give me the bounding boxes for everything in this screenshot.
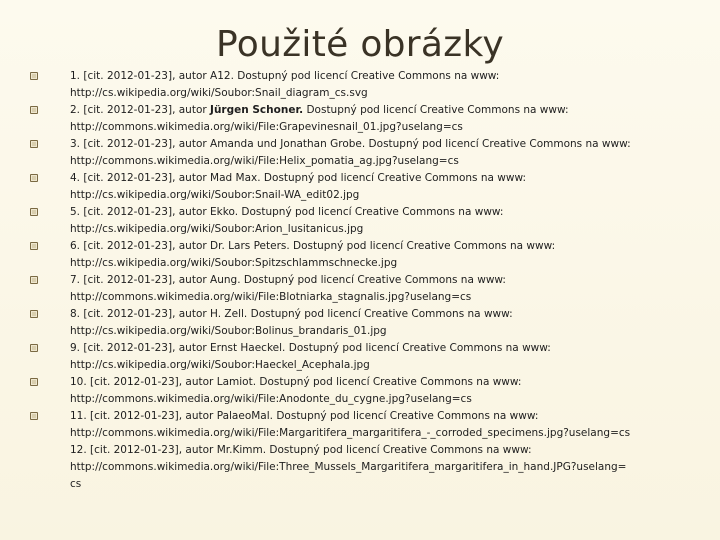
reference-item: [26, 68, 694, 102]
reference-citation-line: [70, 408, 694, 425]
reference-license-text: Dostupný pod licencí Creative Commons na www:: [289, 240, 556, 252]
reference-item: [26, 374, 694, 408]
square-bullet-icon: [30, 378, 38, 386]
reference-citation-line: [70, 442, 694, 459]
square-bullet-icon: [30, 344, 38, 352]
reference-author: Lamiot.: [216, 376, 257, 388]
reference-author: Ekko.: [210, 206, 239, 218]
reference-url[interactable]: http://commons.wikimedia.org/wiki/File:Margaritifera_margaritifera_-_corroded_specimens.jpg?uselang=cs: [70, 427, 631, 439]
reference-number: 4.: [70, 172, 81, 184]
reference-item: [26, 170, 694, 204]
reference-cited-date: [cit. 2012-01-23], autor: [83, 70, 207, 82]
square-bullet-icon: [30, 242, 38, 250]
reference-url[interactable]: http://cs.wikipedia.org/wiki/Soubor:Haeckel_Acephala.jpg: [70, 359, 370, 371]
reference-number: 1.: [70, 70, 81, 82]
reference-cited-date: [cit. 2012-01-23], autor: [90, 444, 214, 456]
square-bullet-icon: [30, 106, 38, 114]
reference-license-text: Dostupný pod licencí Creative Commons na www:: [365, 138, 631, 150]
reference-url[interactable]: http://cs.wikipedia.org/wiki/Soubor:Arion_lusitanicus.jpg: [70, 223, 364, 235]
square-bullet-icon: [30, 174, 38, 182]
reference-author: Aung.: [210, 274, 241, 286]
reference-author: A12.: [210, 70, 234, 82]
reference-number: 2.: [70, 104, 81, 116]
reference-item: [26, 442, 694, 493]
reference-license-text: Dostupný pod licencí Creative Commons na www:: [256, 376, 522, 388]
reference-url[interactable]: http://cs.wikipedia.org/wiki/Soubor:Snail-WA_edit02.jpg: [70, 189, 360, 201]
reference-url[interactable]: http://cs.wikipedia.org/wiki/Soubor:Bolinus_brandaris_01.jpg: [70, 325, 387, 337]
reference-citation-line: [70, 68, 694, 85]
reference-author: Ernst Haeckel.: [210, 342, 286, 354]
reference-cited-date: [cit. 2012-01-23], autor: [83, 342, 207, 354]
reference-item: [26, 340, 694, 374]
reference-cited-date: [cit. 2012-01-23], autor: [83, 206, 207, 218]
reference-number: 8.: [70, 308, 81, 320]
reference-item: [26, 306, 694, 340]
reference-author: Dr. Lars Peters.: [210, 240, 290, 252]
reference-cited-date: [cit. 2012-01-23], autor: [83, 138, 207, 150]
reference-license-text: Dostupný pod licencí Creative Commons na www:: [233, 70, 500, 82]
reference-author: Mr.Kimm.: [216, 444, 267, 456]
reference-url[interactable]: http://commons.wikimedia.org/wiki/File:Helix_pomatia_ag.jpg?uselang=cs: [70, 155, 459, 167]
square-bullet-icon: [30, 72, 38, 80]
reference-citation-line: [70, 170, 694, 187]
reference-citation-line: [70, 136, 694, 153]
reference-cited-date: [cit. 2012-01-23], autor: [83, 274, 207, 286]
reference-url[interactable]: http://commons.wikimedia.org/wiki/File:Blotniarka_stagnalis.jpg?uselang=cs: [70, 291, 472, 303]
reference-citation-line: [70, 272, 694, 289]
reference-citation-line: [70, 204, 694, 221]
reference-cited-date: [cit. 2012-01-23], autor: [83, 240, 207, 252]
reference-cited-date: [cit. 2012-01-23], autor: [83, 104, 207, 116]
reference-license-text: Dostupný pod licencí Creative Commons na www:: [303, 104, 569, 116]
reference-item: [26, 272, 694, 306]
reference-url-continuation[interactable]: cs: [70, 478, 82, 490]
reference-item: [26, 238, 694, 272]
reference-citation-line: [70, 374, 694, 391]
reference-number: 3.: [70, 138, 81, 150]
reference-author: PalaeoMal.: [216, 410, 273, 422]
reference-number: 12.: [70, 444, 87, 456]
square-bullet-icon: [30, 310, 38, 318]
reference-number: 5.: [70, 206, 81, 218]
reference-url[interactable]: http://cs.wikipedia.org/wiki/Soubor:Snail_diagram_cs.svg: [70, 87, 368, 99]
reference-url[interactable]: http://commons.wikimedia.org/wiki/File:Three_Mussels_Margaritifera_margaritifera_in_hand.JPG?uselang=: [70, 461, 627, 473]
reference-citation-line: [70, 102, 694, 119]
reference-license-text: Dostupný pod licencí Creative Commons na www:: [240, 274, 506, 286]
reference-license-text: Dostupný pod licencí Creative Commons na www:: [285, 342, 551, 354]
reference-url[interactable]: http://commons.wikimedia.org/wiki/File:Anodonte_du_cygne.jpg?uselang=cs: [70, 393, 472, 405]
reference-license-text: Dostupný pod licencí Creative Commons na www:: [238, 206, 504, 218]
page-title: Použité obrázky: [216, 24, 504, 65]
reference-cited-date: [cit. 2012-01-23], autor: [90, 376, 214, 388]
reference-cited-date: [cit. 2012-01-23], autor: [83, 308, 207, 320]
reference-author: H. Zell.: [210, 308, 248, 320]
square-bullet-icon: [30, 412, 38, 420]
reference-item: [26, 102, 694, 136]
reference-citation-line: [70, 306, 694, 323]
reference-number: 11.: [70, 410, 87, 422]
square-bullet-icon: [30, 208, 38, 216]
reference-number: 6.: [70, 240, 81, 252]
reference-author: Mad Max.: [210, 172, 261, 184]
reference-cited-date: [cit. 2012-01-23], autor: [90, 410, 214, 422]
reference-license-text: Dostupný pod licencí Creative Commons na www:: [260, 172, 527, 184]
reference-item: [26, 408, 694, 442]
reference-number: 9.: [70, 342, 81, 354]
reference-author: Jürgen Schoner.: [210, 104, 304, 116]
square-bullet-icon: [30, 276, 38, 284]
reference-number: 10.: [70, 376, 87, 388]
reference-item: [26, 204, 694, 238]
reference-item: [26, 136, 694, 170]
reference-license-text: Dostupný pod licencí Creative Commons na www:: [266, 444, 532, 456]
reference-author: Amanda und Jonathan Grobe.: [210, 138, 366, 150]
reference-citation-line: [70, 340, 694, 357]
reference-url[interactable]: http://commons.wikimedia.org/wiki/File:Grapevinesnail_01.jpg?uselang=cs: [70, 121, 463, 133]
reference-license-text: Dostupný pod licencí Creative Commons na www:: [247, 308, 513, 320]
reference-cited-date: [cit. 2012-01-23], autor: [83, 172, 207, 184]
reference-license-text: Dostupný pod licencí Creative Commons na www:: [273, 410, 539, 422]
reference-number: 7.: [70, 274, 81, 286]
reference-url[interactable]: http://cs.wikipedia.org/wiki/Soubor:Spitzschlammschnecke.jpg: [70, 257, 398, 269]
reference-citation-line: [70, 238, 694, 255]
square-bullet-icon: [30, 140, 38, 148]
reference-list: [26, 68, 694, 493]
